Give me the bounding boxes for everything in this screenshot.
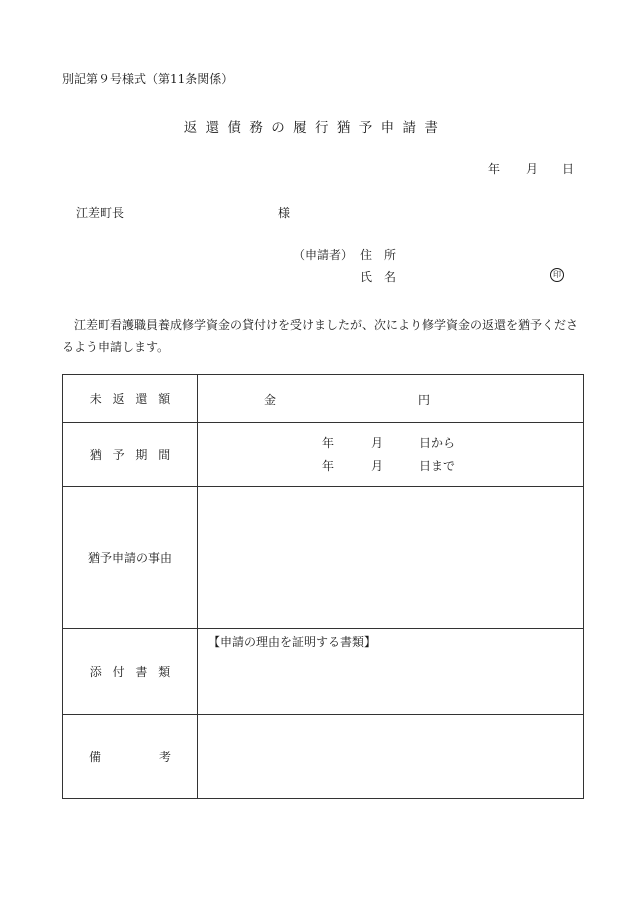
period-end-day: 日まで xyxy=(419,458,456,473)
addressee: 江差町長 xyxy=(76,206,125,220)
reason-label: 猶予申請の事由 xyxy=(63,487,198,629)
attachments-note: 【申請の理由を証明する書類】 xyxy=(208,635,377,649)
application-statement: 江差町看護職員養成修学資金の貸付けを受けましたが、次により修学資金の返還を猶予くださるよう申請します。 xyxy=(62,318,579,354)
attachments-label: 添付書類 xyxy=(63,629,198,715)
remarks-label: 備 考 xyxy=(63,715,198,799)
period-start-year: 年 xyxy=(322,435,335,450)
application-table xyxy=(62,374,584,799)
date-month-label: 月 xyxy=(526,162,539,176)
table-row-unpaid xyxy=(63,375,584,423)
period-end-month: 月 xyxy=(371,458,384,473)
name-label: 氏 名 xyxy=(360,270,397,284)
currency-prefix: 金 xyxy=(264,392,277,407)
table-row-remarks xyxy=(63,715,584,799)
currency-unit: 円 xyxy=(418,392,431,407)
document-title: 返還債務の履行猶予申請書 xyxy=(183,120,447,136)
reason-cell[interactable] xyxy=(198,487,584,629)
remarks-cell[interactable] xyxy=(198,715,584,799)
table-row-period xyxy=(63,423,584,487)
address-label: 住 所 xyxy=(360,248,397,262)
seal-mark: 印 xyxy=(550,268,564,282)
applicant-role: （申請者） xyxy=(293,248,354,262)
table-row-attachments xyxy=(63,629,584,715)
period-cell[interactable] xyxy=(198,423,584,487)
date-day-label: 日 xyxy=(562,162,575,176)
attachments-cell[interactable] xyxy=(198,629,584,715)
form-number: 別記第９号様式（第11条関係） xyxy=(62,72,234,86)
period-end-year: 年 xyxy=(322,458,335,473)
table-row-reason xyxy=(63,487,584,629)
date-year-label: 年 xyxy=(488,162,501,176)
unpaid-amount-cell[interactable] xyxy=(198,375,584,423)
period-start-day: 日から xyxy=(419,435,456,450)
period-label: 猶予期間 xyxy=(63,423,198,487)
period-start-month: 月 xyxy=(371,435,384,450)
addressee-honorific: 様 xyxy=(278,206,291,220)
unpaid-amount-label: 未返還額 xyxy=(63,375,198,423)
